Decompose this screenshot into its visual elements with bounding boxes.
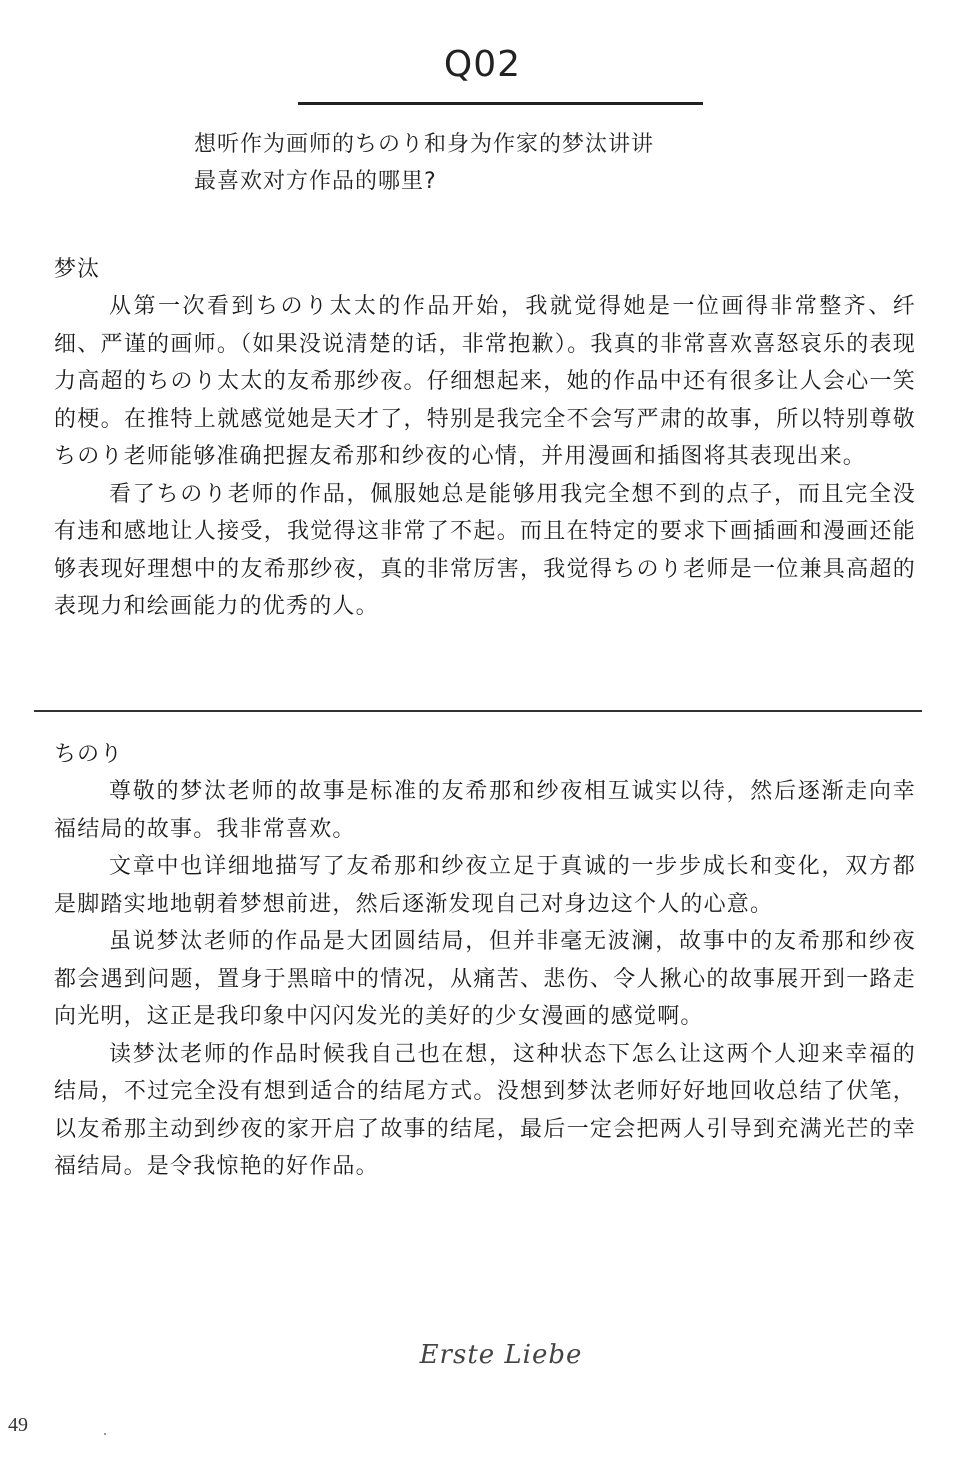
question-line: 最喜欢对方作品的哪里? (194, 169, 437, 194)
answer-paragraph: 文章中也详细地描写了友希那和纱夜立足于真诚的一步步成长和变化，双方都是脚踏实地地朝着梦想前进，然后逐渐发现自己对身边这个人的心意。 (54, 854, 916, 917)
answer-section-mengtai (54, 252, 916, 626)
answer-section-chinori (54, 737, 916, 1186)
heading-underline (298, 102, 703, 105)
question-block (194, 126, 834, 200)
answer-paragraph: 看了ちのり老师的作品，佩服她总是能够用我完全想不到的点子，而且完全没有违和感地让人接受，我觉得这非常了不起。而且在特定的要求下画插画和漫画还能够表现好理想中的友希那纱夜，真的非常厉害，我觉得ちのり老师是一位兼具高超的表现力和绘画能力的优秀的人。 (54, 481, 916, 619)
page-number: 49 (8, 1414, 28, 1436)
speaker-name: ちのり (54, 742, 124, 767)
answer-paragraph: 读梦汰老师的作品时候我自己也在想，这种状态下怎么让这两个人迎来幸福的结局，不过完全没有想到适合的结尾方式。没想到梦汰老师好好地回收总结了伏笔，以友希那主动到纱夜的家开启了故事的结尾，最后一定会把两人引导到充满光芒的幸福结局。是令我惊艳的好作品。 (54, 1041, 916, 1179)
section-heading: Q02 (443, 44, 522, 85)
answer-paragraph: 尊敬的梦汰老师的故事是标准的友希那和纱夜相互诚实以待，然后逐渐走向幸福结局的故事。我非常喜欢。 (54, 779, 916, 842)
answer-paragraph: 从第一次看到ちのり太太的作品开始，我就觉得她是一位画得非常整齐、纤细、严谨的画师。（如果没说清楚的话，非常抱歉）。我真的非常喜欢喜怒哀乐的表现力高超的ちのり太太的友希那纱夜。仔细想起来，她的作品中还有很多让人会心一笑的梗。在推特上就感觉她是天才了，特别是我完全不会写严肃的故事，所以特别尊敬ちのり老师能够准确把握友希那和纱夜的心情，并用漫画和插图将其表现出来。 (54, 294, 916, 469)
question-line: 想听作为画师的ちのり和身为作家的梦汰讲讲 (194, 132, 655, 157)
print-speck (104, 1433, 106, 1435)
signature-logo: Erste Liebe (419, 1340, 583, 1370)
answer-paragraph: 虽说梦汰老师的作品是大团圆结局，但并非毫无波澜，故事中的友希那和纱夜都会遇到问题，置身于黑暗中的情况，从痛苦、悲伤、令人揪心的故事展开到一路走向光明，这正是我印象中闪闪发光的美好的少女漫画的感觉啊。 (54, 929, 916, 1029)
speaker-name: 梦汰 (54, 257, 101, 282)
section-divider (34, 710, 922, 712)
